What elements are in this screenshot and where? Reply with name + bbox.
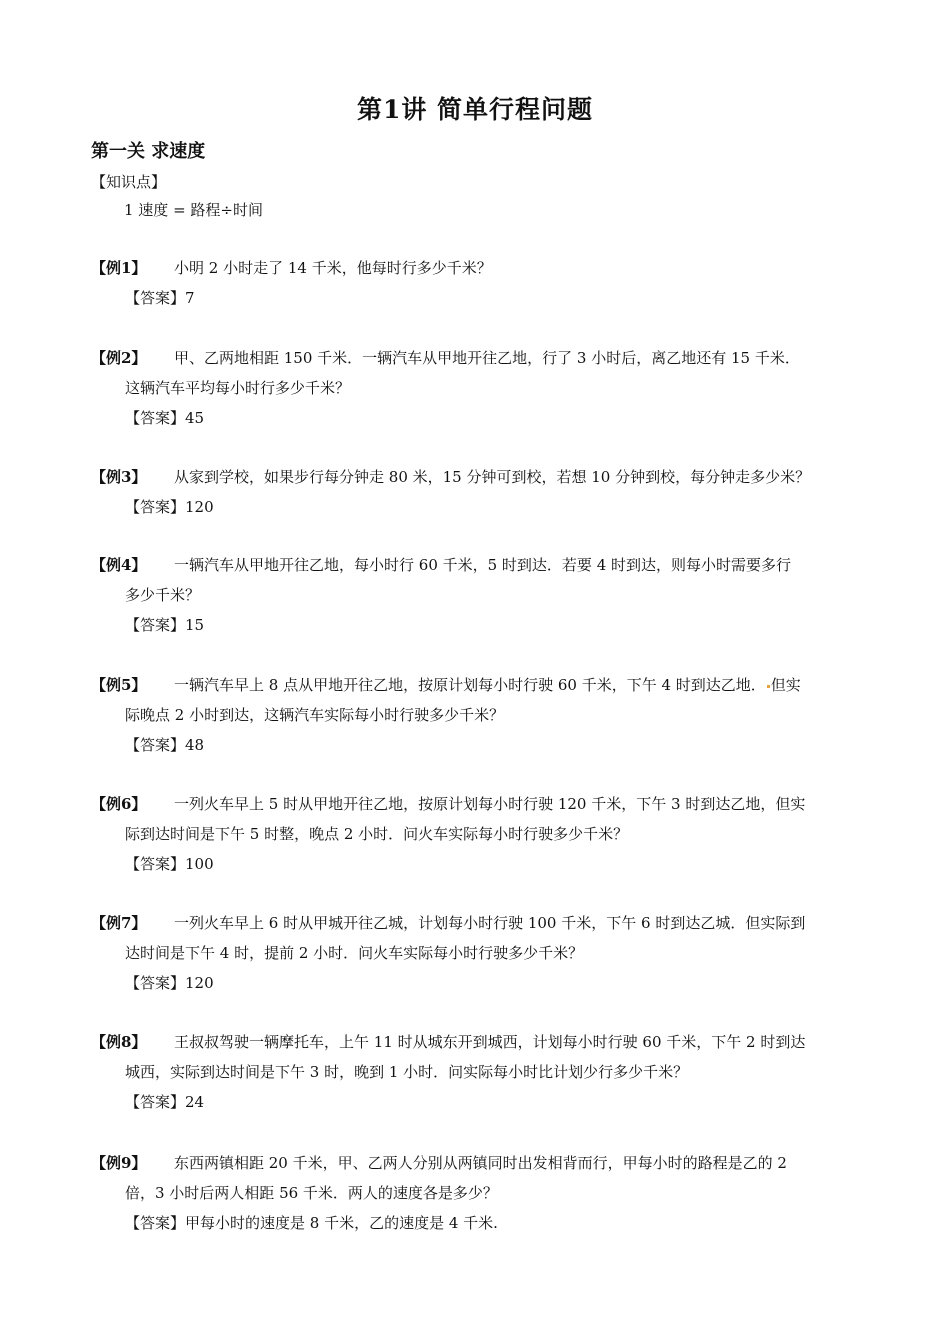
knowledge-label: 【知识点】 [91,173,167,191]
answer-value: 7 [185,289,195,307]
answer-label: 【答案】 [125,974,186,992]
answer-row [91,849,866,879]
example-text: 一列火车早上 6 时从甲城开往乙城，计划每小时行驶 100 千米，下午 6 时到达乙城．但实际到 [174,914,806,932]
answer-label: 【答案】 [125,498,186,516]
answer-row [91,730,866,760]
example-text: 王叔叔驾驶一辆摩托车，上午 11 时从城东开到城西，计划每小时行驶 60 千米，下午 2 时到达 [174,1033,806,1051]
example-2 [91,343,866,433]
example-text: 城西，实际到达时间是下午 3 时，晚到 1 小时．问实际每小时比计划少行多少千米？ [125,1063,689,1081]
answer-value: 45 [185,409,205,427]
example-text: 一辆汽车早上 8 点从甲地开往乙地，按原计划每小时行驶 60 千米，下午 4 时到达乙地． [174,676,766,694]
example-7 [91,908,866,998]
example-label: 【例1】 [91,259,147,277]
answer-value: 100 [185,855,214,873]
page-title: 第1讲 简单行程问题 [356,95,594,124]
example-label: 【例6】 [91,795,147,813]
answer-row [91,492,866,522]
example-label: 【例5】 [91,676,147,694]
example-label: 【例8】 [91,1033,147,1051]
example-label: 【例3】 [91,468,147,486]
example-text: 际到达时间是下午 5 时整，晚点 2 小时．问火车实际每小时行驶多少千米？ [125,825,629,843]
example-4 [91,550,866,640]
example-text: 这辆汽车平均每小时行多少千米？ [125,379,351,397]
example-text: 但实 [770,676,801,694]
example-label: 【例9】 [91,1154,147,1172]
example-text: 从家到学校，如果步行每分钟走 80 米，15 分钟可到校，若想 10 分钟到校，每分钟走多少米？ [174,468,811,486]
answer-value: 48 [185,736,205,754]
answer-row [91,283,866,313]
marker-dot [767,685,770,688]
answer-label: 【答案】 [125,1093,186,1111]
answer-value: 120 [185,974,214,992]
example-text: 倍，3 小时后两人相距 56 千米．两人的速度各是多少？ [125,1184,498,1202]
answer-label: 【答案】 [125,1214,186,1232]
answer-value: 120 [185,498,214,516]
example-text: 小明 2 小时走了 14 千米，他每时行多少千米？ [174,259,492,277]
example-text: 达时间是下午 4 时，提前 2 小时．问火车实际每小时行驶多少千米？ [125,944,584,962]
answer-value: 15 [185,616,205,634]
answer-row [91,1087,866,1117]
example-9 [91,1148,866,1238]
example-8 [91,1027,866,1117]
example-label: 【例7】 [91,914,147,932]
example-3 [91,462,866,522]
knowledge-item: 1 速度 = 路程÷时间 [124,201,263,219]
example-text: 东西两镇相距 20 千米，甲、乙两人分别从两镇同时出发相背而行，甲每小时的路程是乙的 2 [174,1154,787,1172]
answer-label: 【答案】 [125,736,186,754]
section-heading: 第一关 求速度 [91,141,206,162]
example-text: 际晚点 2 小时到达，这辆汽车实际每小时行驶多少千米？ [125,706,505,724]
example-text: 多少千米？ [125,586,201,604]
example-text: 甲、乙两地相距 150 千米．一辆汽车从甲地开往乙地，行了 3 小时后，离乙地还有 15 千米． [174,349,800,367]
example-5 [91,670,866,760]
answer-label: 【答案】 [125,409,186,427]
answer-value: 甲每小时的速度是 8 千米，乙的速度是 4 千米. [185,1214,498,1232]
answer-row [91,610,866,640]
answer-value: 24 [185,1093,205,1111]
example-label: 【例4】 [91,556,147,574]
answer-label: 【答案】 [125,616,186,634]
example-text: 一列火车早上 5 时从甲地开往乙地，按原计划每小时行驶 120 千米，下午 3 时到达乙地，但实 [174,795,806,813]
answer-label: 【答案】 [125,855,186,873]
example-label: 【例2】 [91,349,147,367]
answer-row [91,1208,866,1238]
example-text: 一辆汽车从甲地开往乙地，每小时行 60 千米，5 时到达．若要 4 时到达，则每小时需要多行 [174,556,792,574]
answer-row [91,403,866,433]
example-1 [91,253,866,313]
example-6 [91,789,866,879]
answer-label: 【答案】 [125,289,186,307]
answer-row [91,968,866,998]
